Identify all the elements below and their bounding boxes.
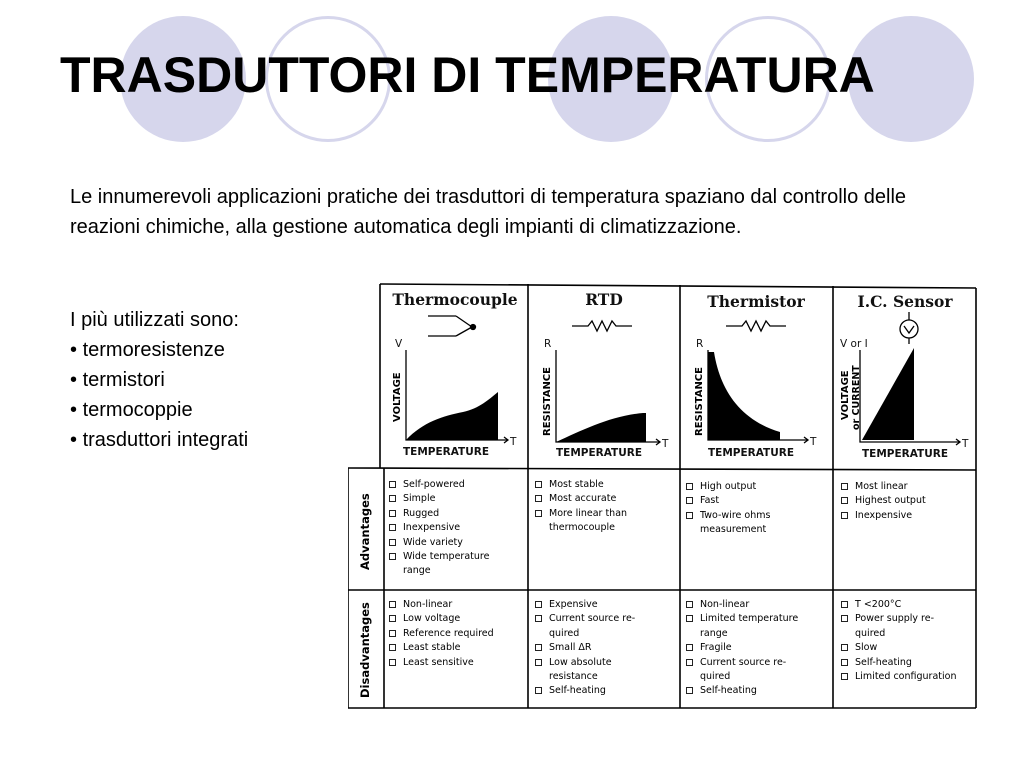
checklist-item-text: Non-linear — [700, 599, 750, 610]
checklist-item — [840, 670, 974, 684]
checklist-item-text: Fragile — [700, 642, 732, 654]
checklist-item — [388, 521, 526, 535]
checklist-item-text: High output — [700, 481, 757, 492]
checklist-item — [388, 536, 526, 550]
checklist-item — [534, 612, 676, 641]
advantages-list-ic-sensor — [840, 480, 974, 523]
checklist-item — [534, 507, 676, 536]
checklist-item — [388, 612, 526, 626]
disadvantages-list-ic-sensor — [840, 598, 974, 684]
advantages-list-rtd — [534, 478, 676, 536]
list-item: • trasduttori integrati — [70, 425, 248, 455]
list-item: • termoresistenze — [70, 335, 248, 365]
x-symbol: T — [510, 436, 517, 448]
thermocouple-junction-icon — [428, 316, 476, 336]
rtd-curve — [556, 413, 646, 442]
checklist-item — [534, 598, 676, 612]
y-axis-label: RESISTANCE — [694, 367, 705, 436]
checklist-item-text: Most accurate — [549, 493, 617, 505]
checklist-item-text: Simple — [403, 493, 436, 505]
checklist-item-text: Inexpensive — [403, 522, 461, 534]
thermocouple-curve — [406, 392, 498, 440]
transducer-list — [70, 305, 248, 455]
list-item: • termistori — [70, 365, 248, 395]
checklist-item — [534, 656, 676, 685]
checklist-item-text: Highest output — [855, 495, 926, 507]
checklist-item — [685, 509, 831, 538]
column-title-thermocouple: Thermocouple — [392, 290, 518, 309]
intro-paragraph: Le innumerevoli applicazioni pratiche dei trasduttori di temperatura spaziano dal controllo delle reazioni chimiche, alla gestione automatica degli impianti di climatizzazione. — [70, 186, 907, 238]
y-symbol: V or I — [840, 338, 868, 350]
disadvantages-list-rtd — [534, 598, 676, 699]
checklist-item-text: Small ΔR — [549, 642, 592, 654]
y-axis-label: RESISTANCE — [542, 367, 553, 436]
checklist-item-text: Most stable — [549, 479, 604, 490]
advantages-list-thermistor — [685, 480, 831, 538]
column-title-rtd: RTD — [585, 290, 623, 309]
checklist-item-text: Slow — [855, 642, 878, 654]
checklist-item — [840, 494, 974, 508]
checklist-item — [685, 494, 831, 508]
checklist-item-text: Least stable — [403, 642, 461, 654]
checklist-item-text: Reference required — [403, 627, 494, 639]
checklist-item-text: Self-heating — [700, 685, 757, 697]
checklist-item-text: resistance — [549, 671, 598, 683]
x-symbol: T — [662, 438, 669, 450]
y-symbol: V — [395, 338, 403, 350]
thermistor-curve — [708, 352, 780, 440]
disadvantages-list-thermocouple — [388, 598, 526, 670]
row-label-disadvantages: Disadvantages — [358, 602, 372, 698]
checklist-item-text: Self-heating — [855, 656, 912, 668]
checklist-item-text: Power supply re- — [855, 613, 935, 625]
slide-title: TRASDUTTORI DI TEMPERATURA — [60, 47, 875, 103]
checklist-item — [388, 641, 526, 655]
checklist-item — [840, 509, 974, 523]
checklist-item-text: thermocouple — [549, 522, 615, 534]
checklist-item-text: quired — [855, 627, 886, 639]
checklist-item — [840, 641, 974, 655]
checklist-item-text: Rugged — [403, 507, 440, 519]
checklist-item-text: Current source re- — [700, 656, 787, 668]
checklist-item — [840, 598, 974, 612]
x-symbol: T — [962, 438, 969, 450]
checklist-item — [388, 656, 526, 670]
y-axis-label: VOLTAGE — [392, 372, 403, 422]
checklist-item-text: Limited configuration — [855, 671, 957, 683]
checklist-item-text: Non-linear — [403, 599, 453, 610]
checklist-item-text: Low voltage — [403, 613, 461, 625]
checklist-item-text: Self-powered — [403, 479, 465, 490]
y-symbol: R — [696, 338, 704, 350]
resistor-icon — [572, 321, 632, 331]
x-symbol: T — [810, 436, 817, 448]
checklist-item — [685, 480, 831, 494]
checklist-item — [534, 492, 676, 506]
current-source-icon — [900, 312, 918, 344]
checklist-item-text: Current source re- — [549, 613, 636, 625]
checklist-item — [388, 492, 526, 506]
checklist-item — [388, 478, 526, 492]
checklist-item — [840, 612, 974, 641]
checklist-item-text: Fast — [700, 495, 720, 507]
checklist-item — [685, 684, 831, 698]
checklist-item-text: Least sensitive — [403, 656, 474, 668]
checklist-item — [685, 612, 831, 641]
checklist-item — [685, 641, 831, 655]
ic-sensor-curve — [862, 348, 914, 440]
list-item: • termocoppie — [70, 395, 248, 425]
checklist-item-text: Wide temperature — [403, 551, 490, 563]
checklist-item — [388, 598, 526, 612]
checklist-item-text: quired — [549, 627, 580, 639]
x-axis-label: TEMPERATURE — [556, 447, 642, 459]
checklist-item — [685, 656, 831, 685]
checklist-item-text: measurement — [700, 524, 767, 536]
x-axis-label: TEMPERATURE — [403, 446, 489, 458]
checklist-item — [840, 480, 974, 494]
y-axis-label: VOLTAGE — [840, 370, 851, 420]
checklist-item — [534, 641, 676, 655]
checklist-item — [388, 550, 526, 579]
checklist-item — [685, 598, 831, 612]
checklist-item-text: range — [403, 565, 431, 577]
list-heading: I più utilizzati sono: — [70, 309, 239, 331]
checklist-item-text: Two-wire ohms — [700, 509, 771, 521]
column-title-ic-sensor: I.C. Sensor — [857, 292, 953, 311]
row-label-advantages: Advantages — [358, 493, 372, 570]
checklist-item-text: range — [700, 627, 728, 639]
checklist-item-text: Inexpensive — [855, 509, 913, 521]
checklist-item — [388, 627, 526, 641]
y-axis-label: or CURRENT — [851, 365, 862, 430]
y-symbol: R — [544, 338, 552, 350]
checklist-item-text: Low absolute — [549, 656, 612, 668]
checklist-item — [534, 478, 676, 492]
checklist-item-text: T <200°C — [855, 599, 902, 610]
checklist-item-text: Expensive — [549, 599, 598, 610]
checklist-item-text: Most linear — [855, 481, 908, 492]
checklist-item-text: Self-heating — [549, 685, 606, 697]
column-title-thermistor: Thermistor — [707, 292, 805, 311]
disadvantages-list-thermistor — [685, 598, 831, 699]
checklist-item — [840, 656, 974, 670]
x-axis-label: TEMPERATURE — [708, 447, 794, 459]
checklist-item-text: Wide variety — [403, 536, 463, 548]
checklist-item-text: More linear than — [549, 507, 628, 519]
checklist-item — [388, 507, 526, 521]
checklist-item — [534, 684, 676, 698]
x-axis-label: TEMPERATURE — [862, 448, 948, 460]
transducer-comparison-figure — [348, 280, 978, 710]
checklist-item-text: Limited temperature — [700, 613, 799, 625]
checklist-item-text: quired — [700, 671, 731, 683]
resistor-icon — [726, 321, 786, 331]
advantages-list-thermocouple — [388, 478, 526, 579]
